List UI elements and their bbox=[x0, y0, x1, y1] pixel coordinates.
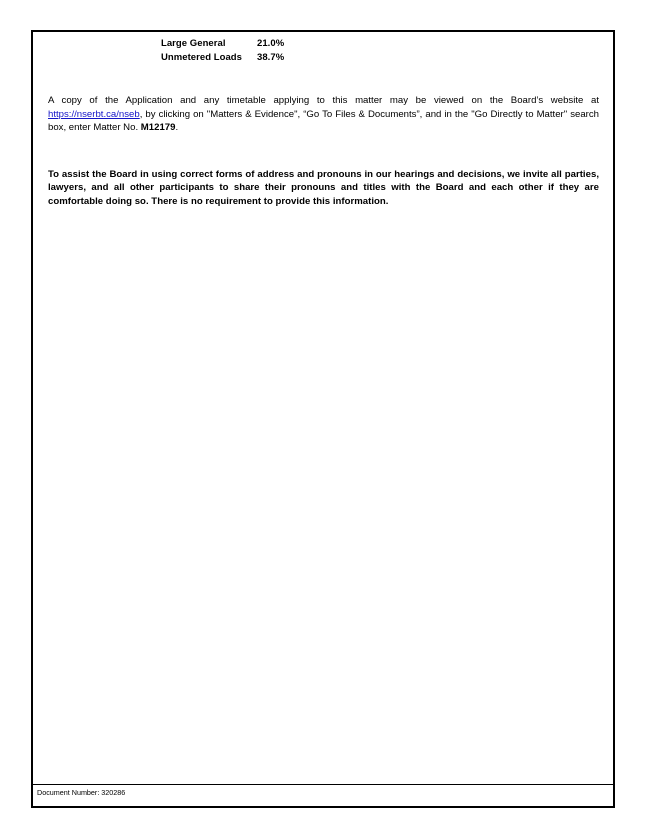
rate-percent-value: 21.0% bbox=[257, 38, 285, 49]
document-number-label: Document Number: 320286 bbox=[37, 788, 126, 797]
table-row bbox=[33, 51, 613, 65]
application-notice-text-part1: A copy of the Application and any timetable applying to this matter may be viewed on the Board’s website at bbox=[48, 95, 599, 106]
body-text bbox=[48, 94, 599, 209]
application-notice-text-part3: . bbox=[175, 122, 179, 134]
rate-class-label: Large General bbox=[161, 38, 226, 49]
application-notice-text-part2: , by clicking on "Matters & Evidence", “Go To Files & Documents”, and in the "Go Directly to Matter" search box, enter Matter No. bbox=[48, 108, 599, 134]
rate-class-label: Unmetered Loads bbox=[161, 52, 242, 63]
matter-number: M12179 bbox=[140, 122, 176, 134]
rate-table bbox=[33, 37, 613, 65]
board-website-link[interactable]: https://nserbt.ca/nseb bbox=[48, 108, 140, 120]
footer-divider bbox=[33, 784, 613, 785]
pronouns-notice-paragraph: To assist the Board in using correct forms of address and pronouns in our hearings and decisions, we invite all parties, lawyers, and all other participants to share their pronouns and titles with the Board and each other if they are comfortable doing so. There is no requirement to provide this information. bbox=[48, 168, 599, 207]
rate-percent-value: 38.7% bbox=[257, 52, 285, 63]
table-row bbox=[33, 37, 613, 51]
page-footer bbox=[33, 784, 613, 806]
page-content bbox=[33, 32, 613, 806]
document-page bbox=[31, 30, 615, 808]
application-notice-paragraph bbox=[48, 94, 599, 135]
